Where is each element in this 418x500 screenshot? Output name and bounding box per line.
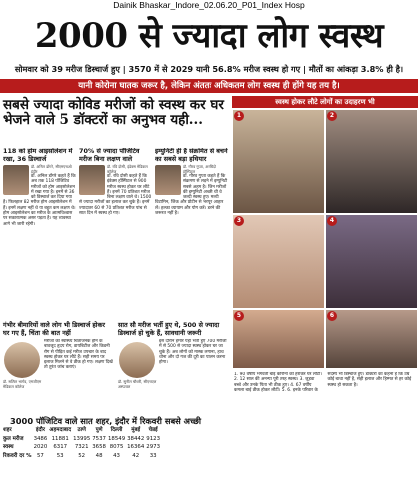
photo-number: 1 xyxy=(234,111,244,121)
table-cell: 13995 xyxy=(73,435,91,442)
page-caption: Dainik Bhaskar_Indore_02.06.20_P01_Index Hosp xyxy=(113,0,305,10)
headline: 2000 से ज्यादा लोग स्वस्थ xyxy=(34,16,384,56)
table-cell: इंदौर xyxy=(35,427,45,433)
table-cell: 42 xyxy=(132,452,140,459)
table-cell: 9123 xyxy=(146,435,160,442)
recovered-photo-5 xyxy=(232,309,325,369)
recovered-body: 1. 90 वर्षीय भगवती बाई कोरोना को हराकर घर लौटीं। 2. 12 साल की अनन्या पूरी तरह स्वस्थ। 3. जुड़वा बच्चे और उनके पिता भी ठीक हुए। 4. 67 वर्षीय कमला बाई ठीक होकर लौटीं। 5. 6. इनके परिवार के सदस्य भी डिस्चार्ज हुए। डॉक्टरों का कहना है कि उम्र कोई बाधा नहीं है, सही इलाज और हिम्मत से हर कोई स्वस्थ हो सकता है। xyxy=(234,372,412,393)
photo-number: 5 xyxy=(234,311,244,321)
table-cell: 18549 xyxy=(107,435,126,442)
doctor-portrait xyxy=(79,165,105,195)
lower-body-2: इस दौरान हमारे यहां भर्ती हुए 700 मरीजों में से 500 से ज्यादा स्वस्थ होकर घर जा चुके हैं। अब लोगों को मास्क लगाना, हाथ धोना और दो गज की दूरी का पालन करना होगा। xyxy=(159,339,227,366)
table-row xyxy=(2,435,161,444)
table-cell: मुंबई xyxy=(131,427,141,433)
story-title: सबसे ज्यादा कोविड मरीजों को स्वस्थ कर घर भेजने वाले 5 डॉक्टरों का अनुभव यही... xyxy=(3,97,224,128)
lower-head-2: सात सौ मरीज भर्ती हुए थे, 500 से ज्यादा डिस्चार्ज हो चुके हैं, सावधानी जरूरी xyxy=(118,321,220,337)
lower-head-1: गंभीर बीमारियों वाले लोग भी डिस्चार्ज होकर घर गए हैं, चिंता की बात नहीं xyxy=(3,321,105,337)
recovered-photo-3 xyxy=(232,214,325,309)
lower-stories xyxy=(0,322,230,414)
table-cell: शहर xyxy=(3,427,12,433)
column-2 xyxy=(79,148,152,348)
photo-number: 2 xyxy=(327,111,337,121)
recovered-bar xyxy=(232,96,418,108)
right-panel xyxy=(232,96,418,464)
column-head: 70% से ज्यादा पॉजिटिव मरीज बिना लक्षण वाले xyxy=(79,148,140,163)
column-1 xyxy=(3,148,76,348)
stats-table xyxy=(2,426,161,460)
table-cell: रिकवरी दर % xyxy=(3,452,32,459)
recovered-photo-1 xyxy=(232,109,325,214)
stats-box xyxy=(0,414,232,500)
table-cell: 16364 xyxy=(127,444,145,450)
table-cell: ठाणे xyxy=(77,427,86,433)
table-cell: कुल मरीज xyxy=(3,435,24,442)
recovered-photo-4 xyxy=(325,214,418,309)
lower-body-1: मरीजों का स्वास्थ्य चिंताजनक होने के बावजूद हृदय रोग, डायबिटीज और किडनी रोग से पीड़ित कई मरीज उपचार के बाद स्वस्थ होकर घर लौटे हैं। सही समय पर इलाज मिलने से वे ठीक हो गए। लक्षण दिखें तो तुरंत जांच कराएं। xyxy=(44,339,113,371)
red-banner-text: यानी कोरोना घातक जरूर है, लेकिन अंततः अधिकतम लोग स्वस्थ ही होंगे यह तय है। xyxy=(78,81,340,91)
recovered-photo-2 xyxy=(325,109,418,214)
recovered-photo-6 xyxy=(325,309,418,369)
table-cell: 38442 xyxy=(127,435,145,442)
column-head: इम्युनिटी ही है संक्रमित से बचने का सबसे बड़ा हथियार xyxy=(155,148,228,163)
column-head: 118 को होम आइसोलेशन में रखा, 36 डिस्चार्ज xyxy=(3,148,73,163)
table-cell: 7321 xyxy=(74,444,89,450)
doctor-caption: डॉ. सलिल भार्गव, एमजीएम मेडिकल कॉलेज xyxy=(3,379,42,389)
doctor-photo xyxy=(119,342,155,378)
portrait-caption: डॉ. अनिल डोंगरे, सीएमएचओ इंदौर xyxy=(31,164,72,174)
photo-number: 6 xyxy=(327,311,337,321)
recovered-bar-title: स्वस्थ होकर लौटे लोगों का उदाहरण भी xyxy=(275,98,375,106)
portrait-caption: डॉ. गौरव गुप्ता, अरबिंदो हॉस्पिटल xyxy=(183,164,216,174)
table-cell: 53 xyxy=(56,452,64,459)
table-cell: पुणे xyxy=(95,427,103,433)
table-cell: अहमदाबाद xyxy=(49,427,72,433)
table-row xyxy=(2,452,161,461)
column-body: डॉ. अनिल डोंगरे कहते हैं कि अब तक 118 पॉजिटिव मरीजों को होम आइसोलेशन में रखा गया है। इनमें से 36 को डिस्चार्ज कर दिया गया है। फिलहाल 82 मरीज होम आइसोलेशन में हैं। इनमें लक्षण नहीं थे या बहुत कम लक्षण थे। होम आइसोलेशन का मरीज के आत्मविश्वास पर सकारात्मक असर पड़ता है। यह व्यवस्था आगे भी जारी रहेगी। xyxy=(3,174,76,227)
subheadline: सोमवार को 39 मरीज डिस्चार्ज हुए | 3570 में से 2029 यानी 56.8% मरीज स्वस्थ हो गए | मौतों का आंकड़ा 3.8% ही है। xyxy=(14,64,404,74)
table-cell: 3658 xyxy=(92,444,106,450)
portrait-caption: डॉ. रवि दोसी, इंडेक्स मेडिकल कॉलेज xyxy=(107,164,148,174)
table-cell: 52 xyxy=(78,452,86,459)
column-3 xyxy=(155,148,228,348)
table-cell: 6317 xyxy=(53,444,68,450)
stats-title: 3000 पॉजिटिव वाले सात शहर, इंदौर में रिकवरी सबसे अच्छी xyxy=(10,416,202,426)
table-cell: 33 xyxy=(149,452,157,459)
table-row xyxy=(2,443,161,452)
red-banner xyxy=(0,79,418,93)
table-cell: स्वस्थ xyxy=(3,444,14,450)
photo-number: 3 xyxy=(234,216,244,226)
table-cell: 43 xyxy=(113,452,120,459)
table-cell: 8075 xyxy=(109,444,124,450)
doctor-portrait xyxy=(3,165,29,195)
table-cell: 7537 xyxy=(92,435,106,442)
doctor-photo xyxy=(4,342,40,378)
photo-number: 4 xyxy=(327,216,337,226)
column-body: डॉ. गौरव गुप्ता कहते हैं कि संक्रमण से लड़ने में इम्युनिटी सबसे अहम है। जिन मरीजों की इम्युनिटी अच्छी थी वे जल्दी स्वस्थ हुए। मल्टी विटामिन, जिंक और प्रोटीन से भरपूर आहार लें। हल्का व्यायाम और योग करें। डरने की जरूरत नहीं है। xyxy=(155,174,228,217)
table-cell: 3486 xyxy=(33,435,48,442)
column-body: डॉ. रवि दोसी कहते हैं कि इंडेक्स हॉस्पिटल से 900 मरीज स्वस्थ होकर घर लौटे हैं। इनमें 70 प्रतिशत मरीज बिना लक्षण वाले थे। 1500 से ज्यादा मरीजों का इलाज कर चुके हैं। इनमें ज्यादातर 60 से 70 प्रतिशत मरीज पांच से सात दिन में स्वस्थ हो गए। xyxy=(79,174,152,217)
table-cell: चेन्नई xyxy=(148,427,158,433)
table-cell: 2020 xyxy=(33,444,48,450)
doctor-caption: डॉ. सुनील चौधरी, सीएचएल अस्पताल xyxy=(118,379,157,389)
doctor-portrait xyxy=(155,165,181,195)
table-cell: 48 xyxy=(95,452,103,459)
table-cell: 11881 xyxy=(51,435,69,442)
table-cell: 2973 xyxy=(146,444,160,450)
table-cell: दिल्ली xyxy=(110,427,123,433)
table-cell: 57 xyxy=(36,452,44,459)
table-header-row xyxy=(2,426,161,435)
